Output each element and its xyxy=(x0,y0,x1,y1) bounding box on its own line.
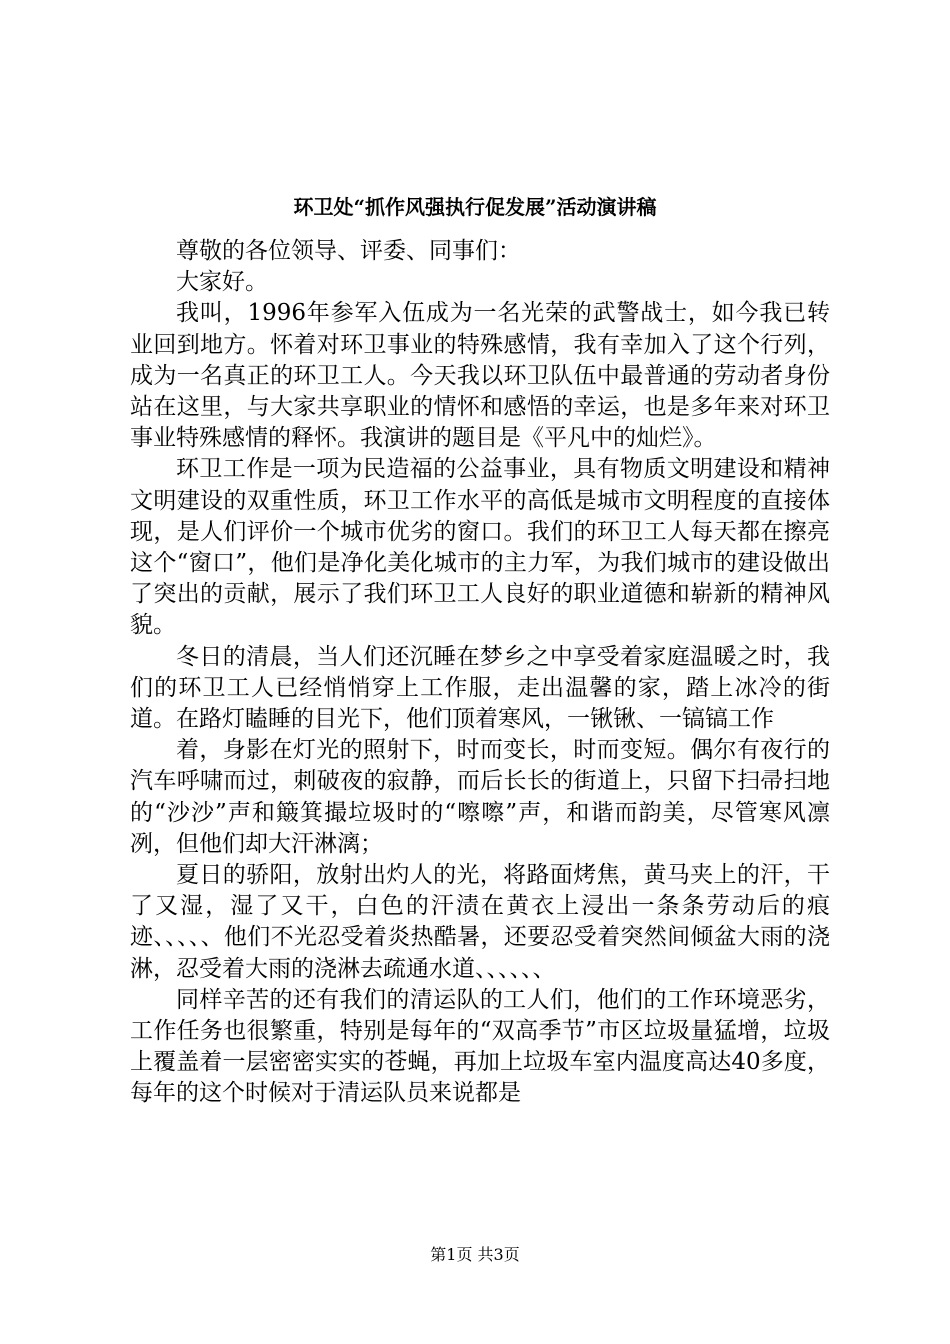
paragraph-summer: 夏日的骄阳，放射出灼人的光，将路面烤焦，黄马夹上的汗，干了又湿，湿了又干，白色的汗渍在黄衣上浸出一条条劳动后的痕迹、、、、、他们不光忍受着炎热酷暑，还要忍受着突然间倾盆大雨的浇淋，忍受着大雨的浇淋去疏通水道、、、、、、 xyxy=(130,862,830,982)
paragraph-greeting: 大家好。 xyxy=(176,269,268,296)
paragraph-winter-morning: 冬日的清晨，当人们还沉睡在梦乡之中享受着家庭温暖之时，我们的环卫工人已经悄悄穿上工作服，走出温馨的家，踏上冰冷的街道。在路灯瞌睡的目光下，他们顶着寒风，一锹锹、一镐镐工作 xyxy=(130,643,830,733)
paragraph-salutation: 尊敬的各位领导、评委、同事们： xyxy=(176,238,521,264)
document-body xyxy=(130,236,830,1110)
paragraph-winter-continued: 着，身影在灯光的照射下，时而变长，时而变短。偶尔有夜行的汽车呼啸而过，刺破夜的寂静，而后长长的街道上，只留下扫帚扫地的“沙沙”声和簸箕撮垃圾时的“嚓嚓”声，和谐而韵美，尽管寒风凛冽，但他们却大汗淋漓； xyxy=(130,737,830,857)
paragraph-introduction: 我叫，1996年参军入伍成为一名光荣的武警战士，如今我已转业回到地方。怀着对环卫事业的特殊感情，我有幸加入了这个行列，成为一名真正的环卫工人。今天我以环卫队伍中最普通的劳动者身份站在这里，与大家共享职业的情怀和感悟的幸运，也是多年来对环卫事业特殊感情的释怀。我演讲的题目是《平凡中的灿烂》。 xyxy=(130,300,830,452)
document-title: 环卫处“抓作风强执行促发展”活动演讲稿 xyxy=(293,195,657,219)
page-number: 第1页 共3页 xyxy=(430,1245,520,1264)
paragraph-sanitation-work: 环卫工作是一项为民造福的公益事业，具有物质文明建设和精神文明建设的双重性质，环卫工作水平的高低是城市文明程度的直接体现，是人们评价一个城市优劣的窗口。我们的环卫工人每天都在擦亮这个“窗口”，他们是净化美化城市的主力军，为我们城市的建设做出了突出的贡献，展示了我们环卫工人良好的职业道德和崭新的精神风貌。 xyxy=(130,456,830,639)
paragraph-clearance-team: 同样辛苦的还有我们的清运队的工人们，他们的工作环境恶劣，工作任务也很繁重，特别是每年的“双高季节”市区垃圾量猛增，垃圾上覆盖着一层密密实实的苍蝇，再加上垃圾车室内温度高达40多度，每年的这个时候对于清运队员来说都是 xyxy=(130,986,830,1107)
